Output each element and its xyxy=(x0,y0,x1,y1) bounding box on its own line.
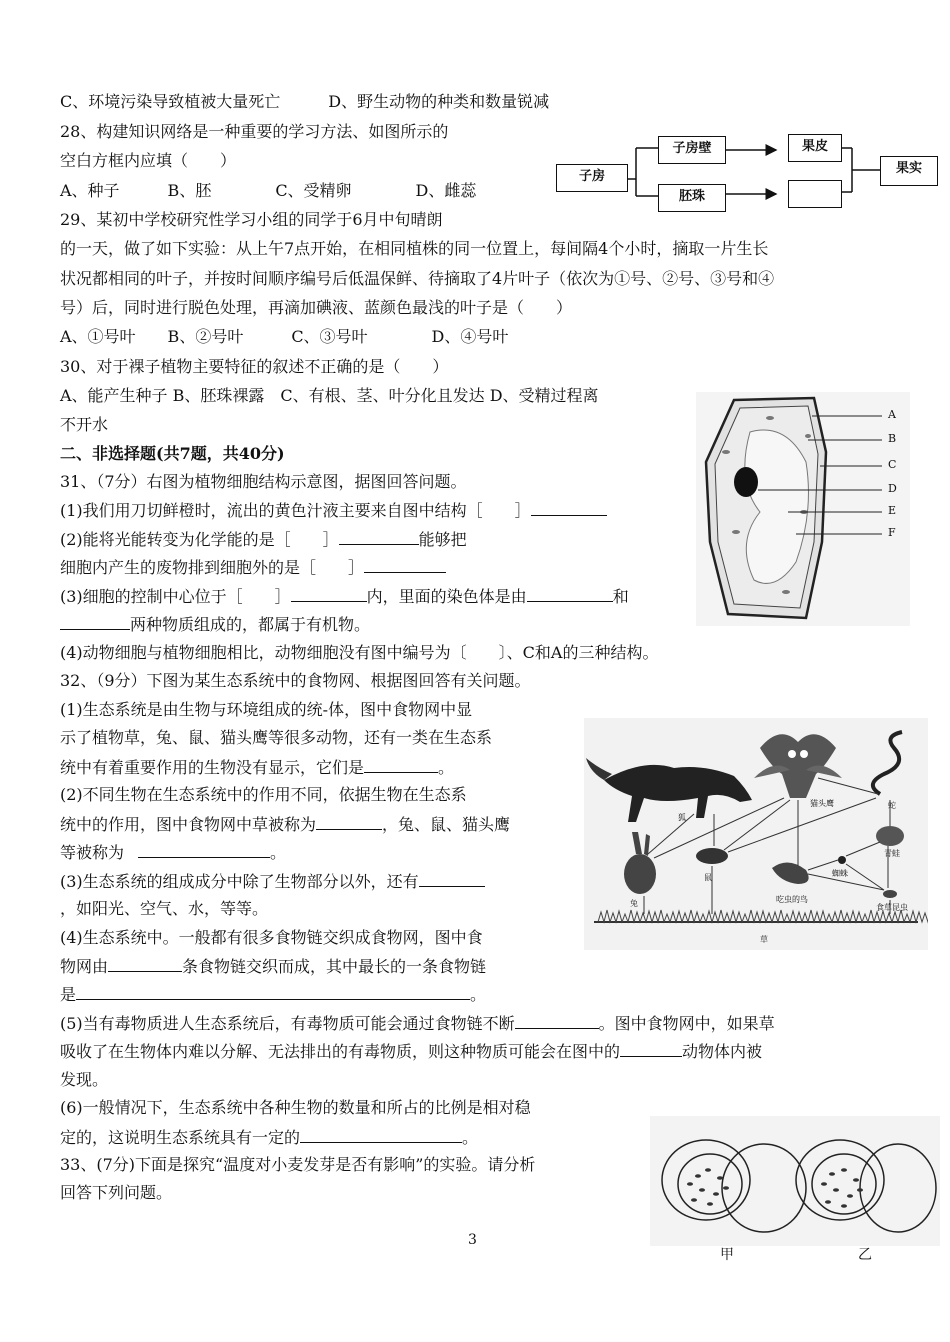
cell-label-a: A xyxy=(888,408,896,421)
question-33: 33、(7分)下面是探究“温度对小麦发芽是否有影响”的实验。请分析 xyxy=(60,1155,536,1174)
question-32-2: (2)不同生物在生态系统中的作用不同，依据生物在生态系 xyxy=(60,785,467,804)
owl-label: 猫头鹰 xyxy=(810,799,834,808)
question-31-4: (4)动物细胞与植物细胞相比，动物细胞没有图中编号为〔 〕、C和A的三种结构。 xyxy=(60,643,659,662)
question-31: 31、（7分）右图为植物细胞结构示意图，据图回答问题。 xyxy=(60,472,467,491)
ovule-box: 胚珠 xyxy=(658,184,726,212)
question-32: 32、（9分）下图为某生态系统中的食物网、根据图回答有关问题。 xyxy=(60,671,531,690)
rabbit-label: 兔 xyxy=(630,899,638,908)
question-31-1: (1)我们用刀切鲜橙时，流出的黄色汁液主要来自图中结构［ ］ xyxy=(60,499,607,522)
cell-label-f: F xyxy=(888,526,896,539)
snake-label: 蛇 xyxy=(888,801,896,810)
question-32-5: (5)当有毒物质进人生态系统后，有毒物质可能会通过食物链不断 。图中食物网中，如果草 xyxy=(60,1014,775,1033)
question-32-4-line2: 物网由 条食物链交织而成，其中最长的一条食物链 xyxy=(60,957,487,976)
question-30: 30、对于裸子植物主要特征的叙述不正确的是（ ） xyxy=(60,357,449,376)
question-32-1: (1)生态系统是由生物与环境组成的统-体，图中食物网中显 xyxy=(60,700,473,719)
plant-cell-drawing xyxy=(696,392,910,626)
question-32-3-line2: ，如阳光、空气、水，等等。 xyxy=(60,899,269,918)
petri-dish-drawing xyxy=(650,1116,940,1246)
question-29: 29、某初中学校研究性学习小组的同学于6月中旬晴朗 xyxy=(60,210,443,229)
question-28-options: A、种子 B、胚 C、受精卵 D、雌蕊 xyxy=(60,181,477,200)
plant-cell-figure xyxy=(696,392,910,626)
question-32-1-line2: 示了植物草，兔、鼠、猫头鹰等很多动物，还有一类在生态系 xyxy=(60,728,493,747)
question-29-line2: 的一天，做了如下实验：从上午7点开始，在相同植株的同一位置上，每间隔4个小时，摘取一片生长 xyxy=(60,239,769,258)
question-32-2-line2: 统中的作用，图中食物网中草被称为 ，兔、鼠、猫头鹰 xyxy=(60,815,511,834)
question-28-line2: 空白方框内应填（ ） xyxy=(60,151,237,170)
question-31-2: (2)能将光能转变为化学能的是［ ］ 能够把 xyxy=(60,530,467,549)
pericarp-box: 果皮 xyxy=(788,134,842,162)
question-33-line2: 回答下列问题。 xyxy=(60,1183,173,1202)
question-32-3: (3)生态系统的组成成分中除了生物部分以外，还有 xyxy=(60,870,485,893)
ovary-wall-box: 子房壁 xyxy=(658,136,726,164)
question-32-5-line3: 发现。 xyxy=(60,1070,109,1089)
question-32-4: (4)生态系统中。一般都有很多食物链交织成食物网，图中食 xyxy=(60,928,483,947)
cell-label-b: B xyxy=(888,432,897,445)
spider-label: 蜘蛛 xyxy=(832,869,848,878)
fox-label: 狐 xyxy=(678,813,686,822)
question-31-3: (3)细胞的控制中心位于［ ］ 内，里面的染色体是由 和 xyxy=(60,587,629,606)
question-31-2-cont: 细胞内产生的废物排到细胞外的是［ ］ xyxy=(60,556,446,579)
question-32-6: (6)一般情况下，生态系统中各种生物的数量和所占的比例是相对稳 xyxy=(60,1098,531,1117)
question-29-line3: 状况都相同的叶子，并按时间顺序编号后低温保鲜、待摘取了4片叶子（依次为①号、②号、③号和④ xyxy=(60,269,775,288)
question-28: 28、构建知识网络是一种重要的学习方法、如图所示的 xyxy=(60,122,449,141)
frog-label: 青蛙 xyxy=(884,849,900,858)
food-web-drawing xyxy=(584,718,928,950)
blank-answer-box xyxy=(788,180,842,208)
cell-label-e: E xyxy=(888,504,897,517)
question-29-line4: 号）后，同时进行脱色处理，再滴加碘液、蓝颜色最浅的叶子是（ ） xyxy=(60,298,573,317)
insect-label: 食草昆虫 xyxy=(876,903,908,912)
food-web-figure xyxy=(584,718,928,950)
mouse-label: 鼠 xyxy=(704,873,712,882)
petri-dish-figure xyxy=(650,1116,940,1270)
question-30-options-cont: 不开水 xyxy=(60,415,109,434)
question-32-1-line3: 统中有着重要作用的生物没有显示，它们是 。 xyxy=(60,758,455,777)
cell-label-c: C xyxy=(888,458,897,471)
question-32-5-line2: 吸收了在生物体内难以分解、无法排出的有毒物质，则这种物质可能会在图中的 动物体内被 xyxy=(60,1042,763,1061)
question-32-2-line3: 等被称为 。 xyxy=(60,843,287,862)
question-29-options: A、①号叶 B、②号叶 C、③号叶 D、④号叶 xyxy=(60,327,509,346)
option-line: C、环境污染导致植被大量死亡 D、野生动物的种类和数量锐减 xyxy=(60,92,550,111)
fruit-formation-diagram xyxy=(550,126,942,218)
page-number: 3 xyxy=(468,1232,477,1248)
question-32-6-line2: 定的，这说明生态系统具有一定的 。 xyxy=(60,1128,479,1147)
question-32-4-line3: 是 。 xyxy=(60,985,487,1004)
dish-label-jia: 甲 xyxy=(720,1247,734,1263)
ovary-box: 子房 xyxy=(556,164,628,192)
bird-label: 吃虫的鸟 xyxy=(776,895,808,904)
fruit-box: 果实 xyxy=(880,156,938,186)
question-30-options: A、能产生种子 B、胚珠裸露 C、有根、茎、叶分化且发达 D、受精过程离 xyxy=(60,386,599,405)
dish-label-yi: 乙 xyxy=(858,1247,872,1263)
cell-label-d: D xyxy=(888,482,897,495)
grass-label: 草 xyxy=(760,935,768,944)
question-31-3-cont: 两种物质组成的，都属于有机物。 xyxy=(60,613,370,636)
section-title: 二、非选择题(共7题，共40分) xyxy=(60,444,285,463)
